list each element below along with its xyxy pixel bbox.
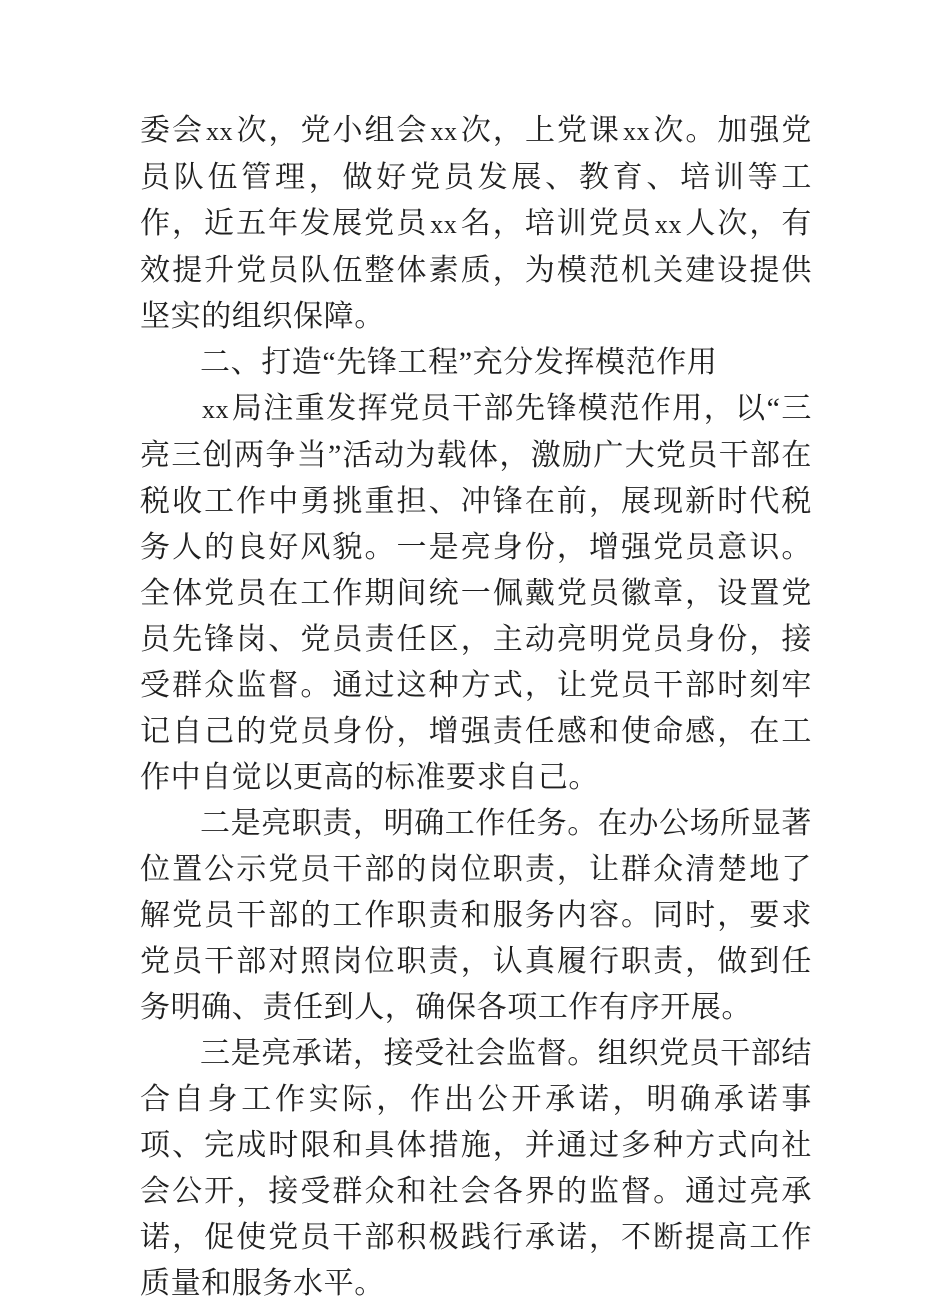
paragraph-point-two-duties: 二是亮职责，明确工作任务。在办公场所显著位置公示党员干部的岗位职责，让群众清楚地了解党员干部的工作职责和服务内容。同时，要求党员干部对照岗位职责，认真履行职责，做到任务明确、责任到人，确保各项工作有序开展。 xyxy=(140,807,812,1024)
paragraph-point-three-commitment: 三是亮承诺，接受社会监督。组织党员干部结合自身工作实际，作出公开承诺，明确承诺事项、完成时限和具体措施，并通过多种方式向社会公开，接受群众和社会各界的监督。通过亮承诺，促使党员干部积极践行承诺，不断提高工作质量和服务水平。 xyxy=(140,1037,812,1300)
paragraph-pioneer-project-intro: xx局注重发挥党员干部先锋模范作用，以“三亮三创两争当”活动为载体，激励广大党员干部在税收工作中勇挑重担、冲锋在前，展现新时代税务人的良好风貌。一是亮身份，增强党员意识。全体党员在工作期间统一佩戴党员徽章，设置党员先锋岗、党员责任区，主动亮明党员身份，接受群众监督。通过这种方式，让党员干部时刻牢记自己的党员身份，增强责任感和使命感，在工作中自觉以更高的标准要求自己。 xyxy=(140,392,812,794)
page-footer xyxy=(0,1156,950,1186)
heading-section-two: 二、打造“先锋工程”充分发挥模范作用 xyxy=(200,346,718,379)
latin-run: xx xyxy=(430,210,458,239)
latin-run: xx xyxy=(654,210,682,239)
latin-run: xx xyxy=(430,117,458,146)
latin-run: xx xyxy=(622,117,650,146)
page-body-text-column xyxy=(140,108,812,1307)
latin-run: xx xyxy=(202,395,230,424)
paragraph-continued-org-guarantee: 委会xx次，党小组会xx次，上党课xx次。加强党员队伍管理，做好党员发展、教育、培训等工作，近五年发展党员xx名，培训党员xx人次，有效提升党员队伍整体素质，为模范机关建设提供坚实的组织保障。 xyxy=(140,114,813,333)
latin-run: xx xyxy=(206,117,234,146)
